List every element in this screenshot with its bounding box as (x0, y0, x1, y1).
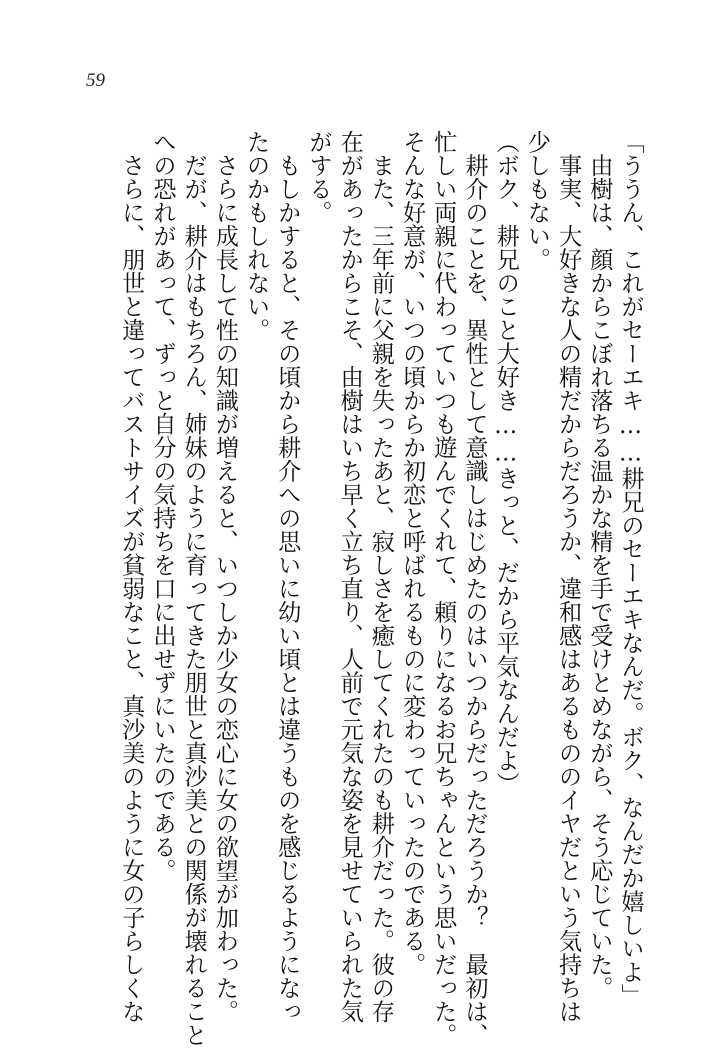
page-number: 59 (86, 70, 105, 91)
text-line: そんな好意が、いつの頃からか初恋と呼ばれるものに変わっていったのである。 (398, 130, 426, 976)
text-line: もしかすると、その頃から耕介への思いに幼い頃とは違うものを感じるようになっ (273, 130, 301, 1023)
text-line: だが、耕介はもちろん、姉妹のように育ってきた朋世と真沙美との関係が壊れること (180, 130, 208, 1047)
text-line: たのかもしれない。 (242, 130, 270, 342)
text-line: がする。 (304, 130, 332, 224)
text-line: （ボク、耕兄のこと大好き……きっと、だから平気なんだよ） (492, 130, 520, 796)
text-line: また、三年前に父親を失ったあと、寂しさを癒してくれたのも耕介だった。彼の存 (367, 130, 395, 1023)
text-line: 耕介のことを、異性として意識しはじめたのはいつからだっただろうか？ 最初は、 (460, 130, 488, 1047)
text-line: 少しもない。 (523, 130, 551, 271)
text-line: さらに成長して性の知識が増えると、いつしか少女の恋心に女の欲望が加わった。 (211, 130, 239, 1023)
text-line: 由樹は、顔からこぼれ落ちる温かな精を手で受けとめながら、そう応じていた。 (585, 130, 613, 1000)
text-line: 在があったからこそ、由樹はいち早く立ち直り、人前で元気な姿を見せていられた気 (336, 130, 364, 1023)
text-line: 忙しい両親に代わっていつも遊んでくれて、頼りになるお兄ちゃんという思いだった。 (429, 130, 457, 1047)
text-line: さらに、朋世と違ってバストサイズが貧弱なこと、真沙美のように女の子らしくな (117, 130, 145, 1023)
text-line: 事実、大好きな人の精だからだろうか、違和感はあるもののイヤだという気持ちは (554, 130, 582, 1023)
vertical-text-body (116, 130, 646, 1047)
text-line: への恐れがあって、ずっと自分の気持ちを口に出せずにいたのである。 (148, 130, 176, 882)
text-line: 「ううん、これがセーエキ……耕兄のセーエキなんだ。ボク、なんだか嬉しいよ」 (617, 130, 644, 1008)
